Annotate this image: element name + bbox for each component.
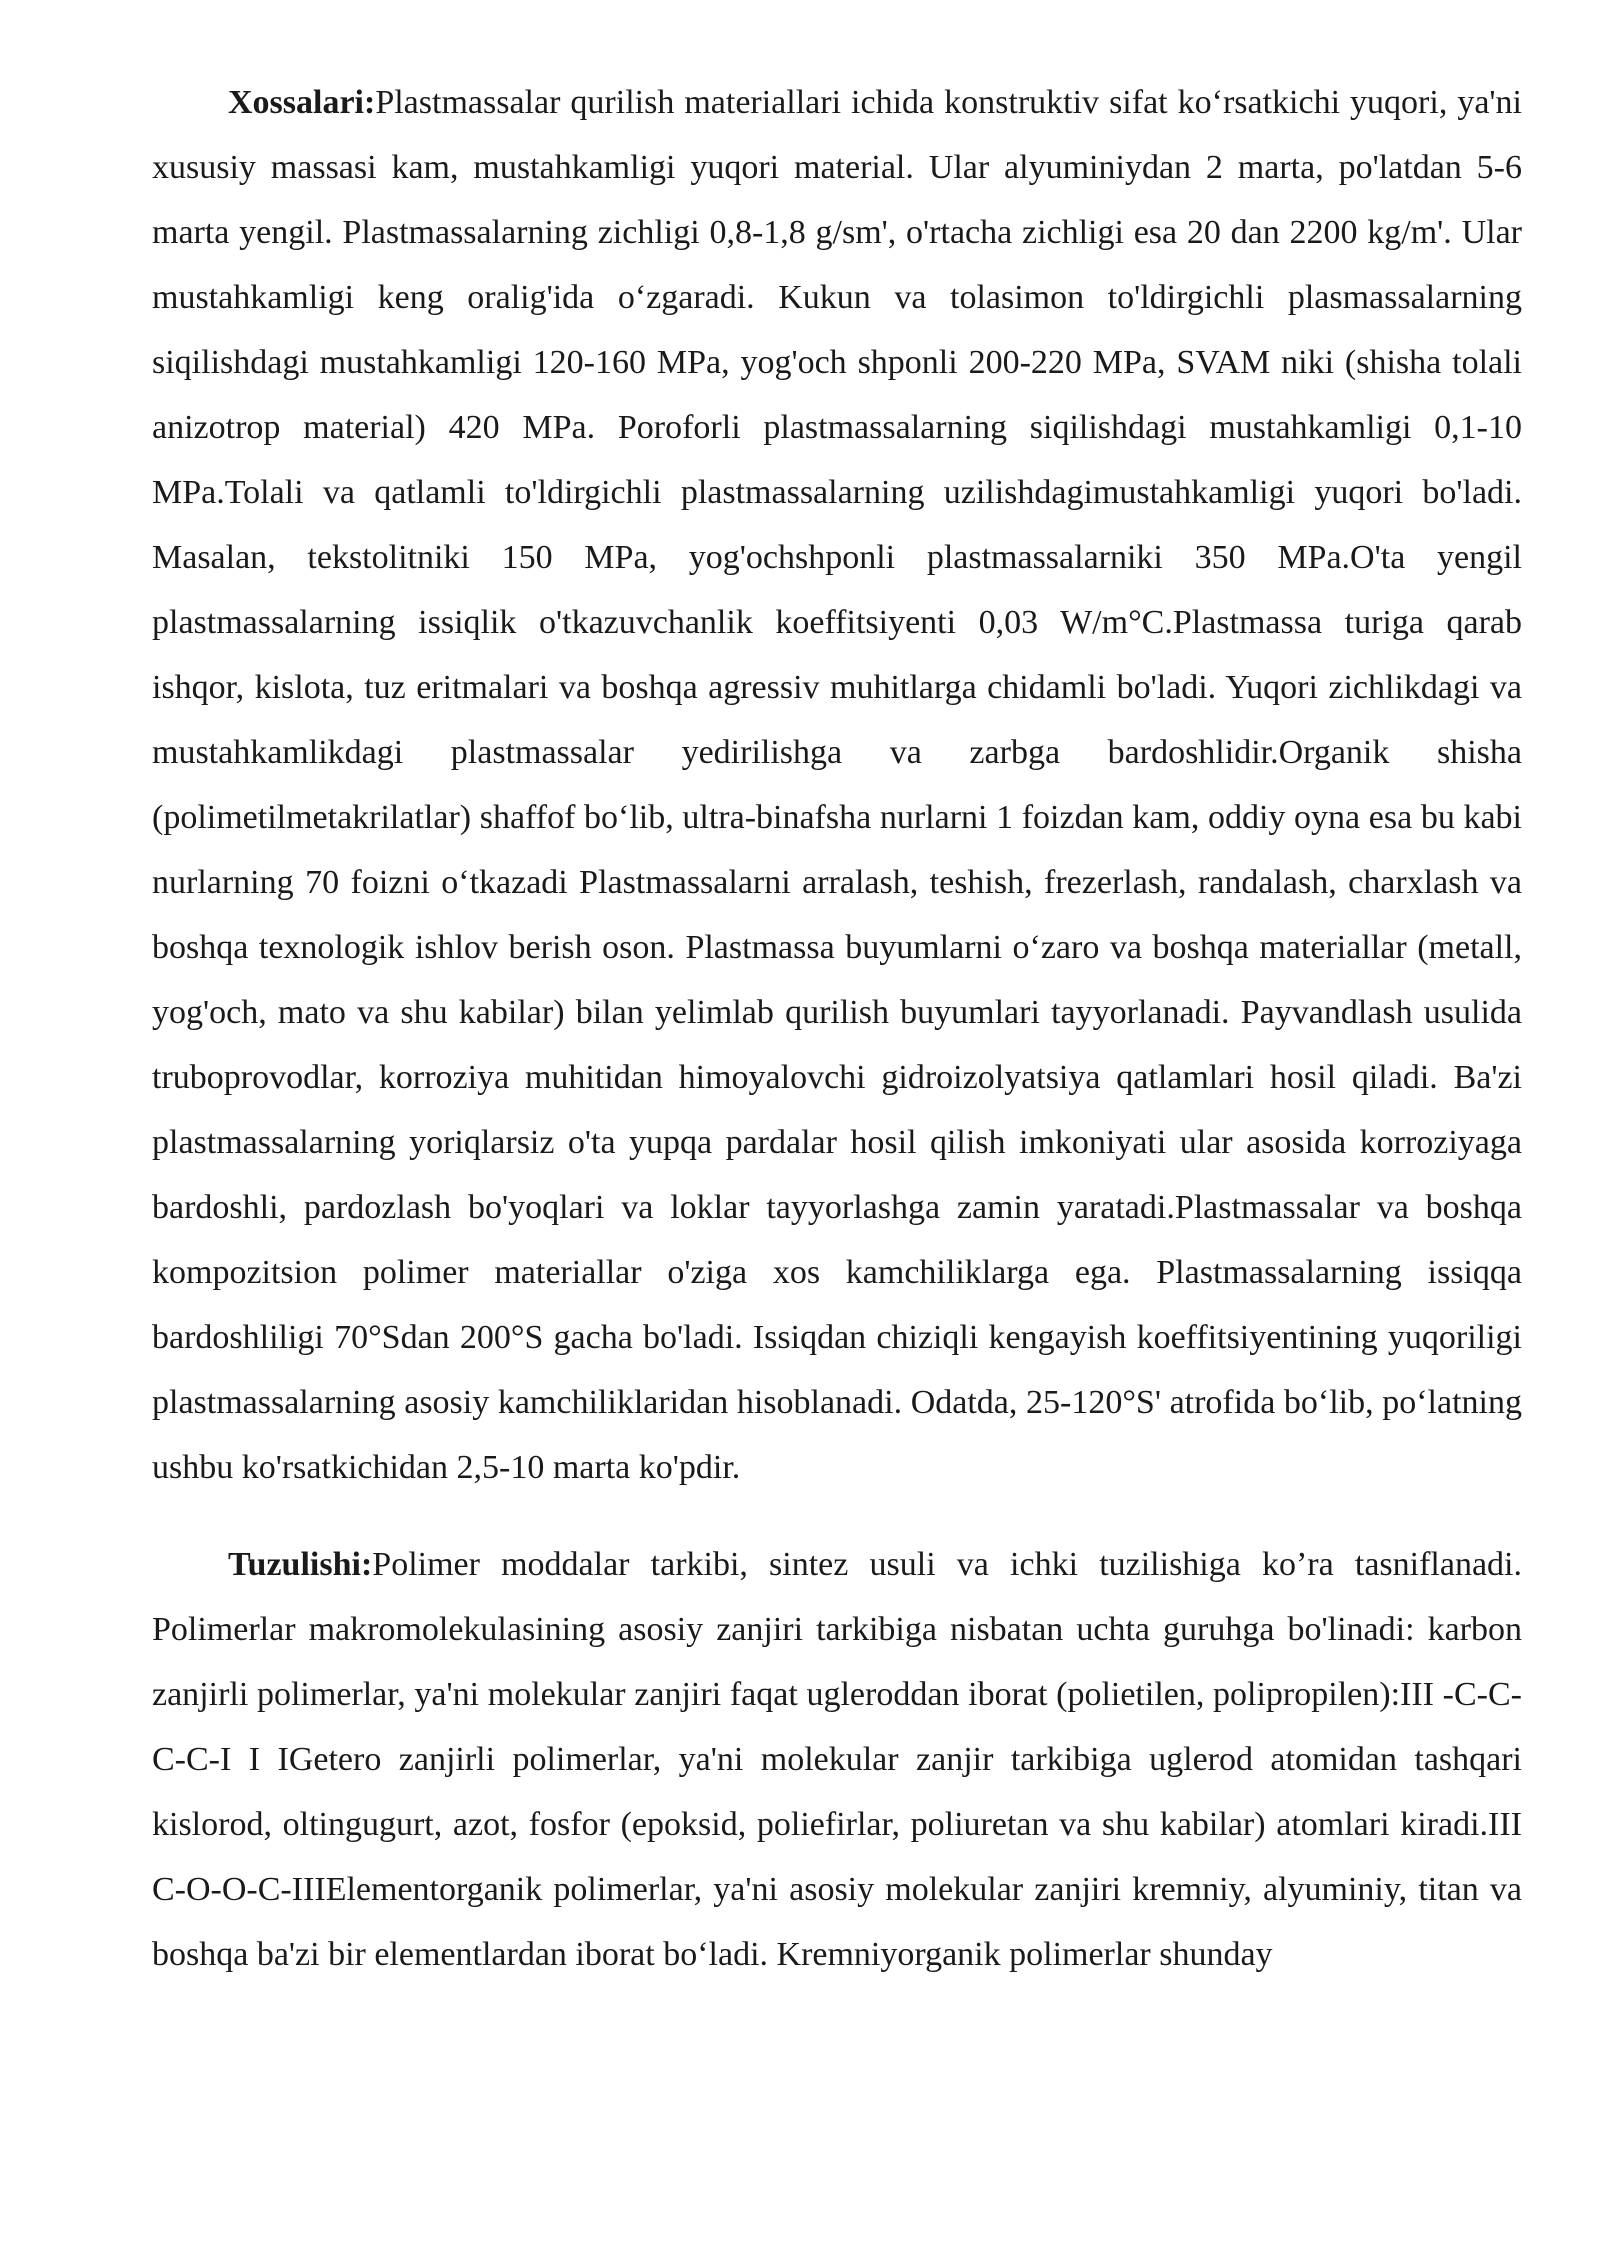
document-page	[152, 70, 1522, 1987]
paragraph-structure	[152, 1532, 1522, 1987]
paragraph-heading-properties: Xossalari:	[228, 84, 376, 121]
paragraph-body-structure: Polimer moddalar tarkibi, sintez usuli va ichki tuzilishiga ko’ra tasniflanadi. Polimerlar makromolekulasining asosiy zanjiri tarkibiga nisbatan uchta guruhga bo'linadi: karbon zanjirli polimerlar, ya'ni molekular zanjiri faqat ugleroddan iborat (polietilen, polipropilen):III -C-C-C-C-I I IGetero zanjirli polimerlar, ya'ni molekular zanjir tarkibiga uglerod atomidan tashqari kislorod, oltingugurt, azot, fosfor (epoksid, poliefirlar, poliuretan va shu kabilar) atomlari kiradi.III C-O-O-C-IIIElementorganik polimerlar, ya'ni asosiy molekular zanjiri kremniy, alyuminiy, titan va boshqa ba'zi bir elementlardan iborat bo‘ladi. Kremniyorganik polimerlar shunday	[152, 1546, 1522, 1973]
paragraph-body-properties: Plastmassalar qurilish materiallari ichida konstruktiv sifat ko‘rsatkichi yuqori, ya'ni xususiy massasi kam, mustahkamligi yuqori material. Ular alyuminiydan 2 marta, po'latdan 5-6 marta yengil. Plastmassalarning zichligi 0,8-1,8 g/sm', o'rtacha zichligi esa 20 dan 2200 kg/m'. Ular mustahkamligi keng oralig'ida o‘zgaradi. Kukun va tolasimon to'ldirgichli plasmassalarning siqilishdagi mustahkamligi 120-160 MPa, yog'och shponli 200-220 MPa, SVAM niki (shisha tolali anizotrop material) 420 MPa. Poroforli plastmassalarning siqilishdagi mustahkamligi 0,1-10 MPa.Tolali va qatlamli to'ldirgichli plastmassalarning uzilishdagimustahkamligi yuqori bo'ladi. Masalan, tekstolitniki 150 MPa, yog'ochshponli plastmassalarniki 350 MPa.O'ta yengil plastmassalarning issiqlik o'tkazuvchanlik koeffitsiyenti 0,03 W/m°C.Plastmassa turiga qarab ishqor, kislota, tuz eritmalari va boshqa agressiv muhitlarga chidamli bo'ladi. Yuqori zichlikdagi va mustahkamlikdagi plastmassalar yedirilishga va zarbga bardoshlidir.Organik shisha (polimetilmetakrilatlar) shaffof bo‘lib, ultra-binafsha nurlarni 1 foizdan kam, oddiy oyna esa bu kabi nurlarning 70 foizni o‘tkazadi Plastmassalarni arralash, teshish, frezerlash, randalash, charxlash va boshqa texnologik ishlov berish oson. Plastmassa buyumlarni o‘zaro va boshqa materiallar (metall, yog'och, mato va shu kabilar) bilan yelimlab qurilish buyumlari tayyorlanadi. Payvandlash usulida truboprovodlar, korroziya muhitidan himoyalovchi gidroizolyatsiya qatlamlari hosil qiladi. Ba'zi plastmassalarning yoriqlarsiz o'ta yupqa pardalar hosil qilish imkoniyati ular asosida korroziyaga bardoshli, pardozlash bo'yoqlari va loklar tayyorlashga zamin yaratadi.Plastmassalar va boshqa kompozitsion polimer materiallar o'ziga xos kamchiliklarga ega. Plastmassalarning issiqqa bardoshliligi 70°Sdan 200°S gacha bo'ladi. Issiqdan chiziqli kengayish koeffitsiyentining yuqoriligi plastmassalarning asosiy kamchiliklaridan hisoblanadi. Odatda, 25-120°S' atrofida bo‘lib, po‘latning ushbu ko'rsatkichidan 2,5-10 marta ko'pdir.	[152, 84, 1522, 1486]
paragraph-heading-structure: Tuzulishi:	[228, 1546, 373, 1583]
paragraph-properties	[152, 70, 1522, 1500]
